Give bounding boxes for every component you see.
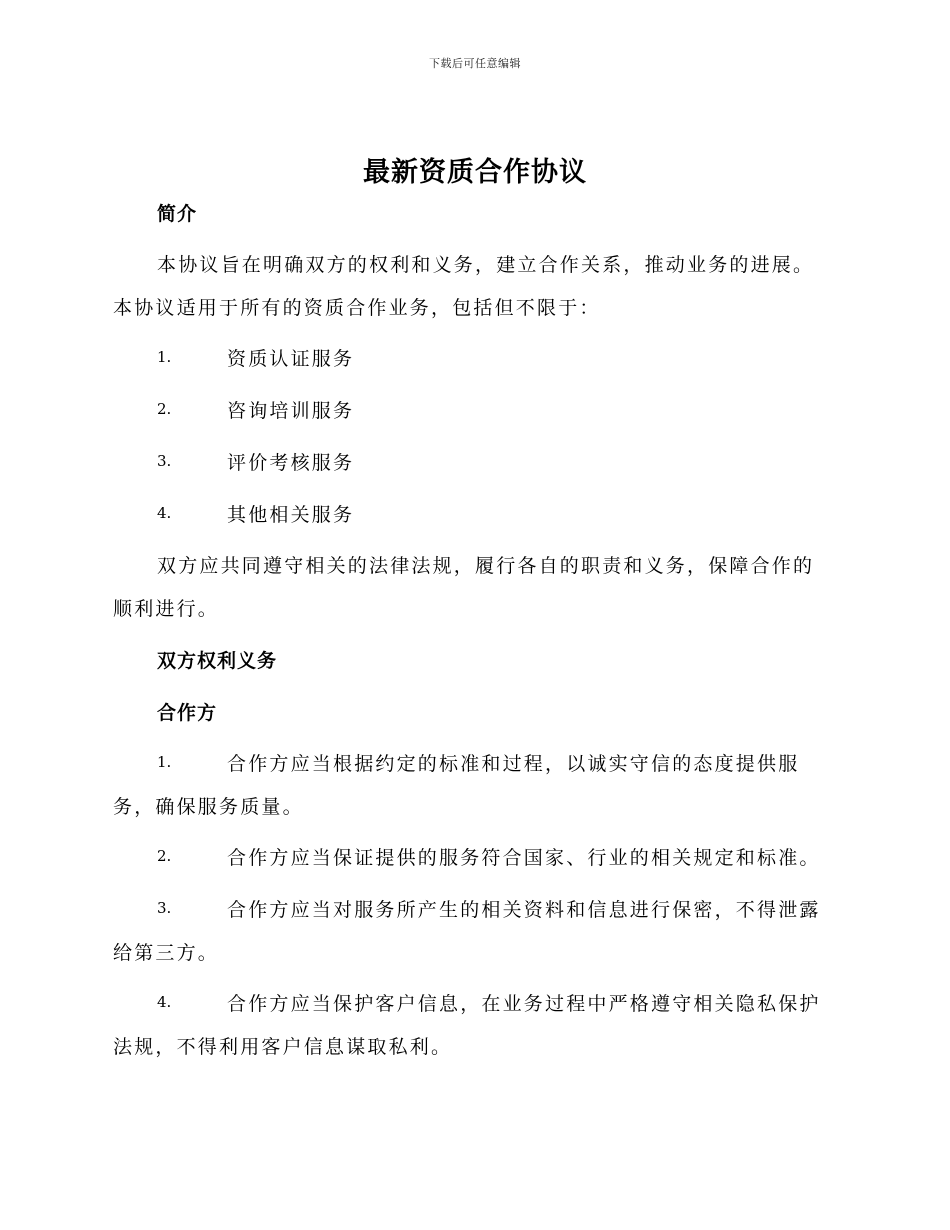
list-item-number: 4. — [157, 504, 172, 522]
obligation-text-continued: 给第三方。 — [113, 942, 220, 964]
list-item-number: 3. — [157, 452, 172, 470]
obligation-number: 1. — [157, 753, 172, 771]
list-item-number: 2. — [157, 400, 172, 418]
obligation-number: 4. — [157, 993, 172, 1011]
obligation-text-continued: 务，确保服务质量。 — [113, 796, 304, 818]
obligation-text: 合作方应当保证提供的服务符合国家、行业的相关规定和标准。 — [227, 847, 821, 869]
obligation-text-continued: 法规，不得利用客户信息谋取私利。 — [113, 1036, 453, 1058]
section-heading-intro: 简介 — [157, 203, 198, 225]
list-item-text: 资质认证服务 — [227, 348, 355, 370]
intro-paragraph-line: 双方应共同遵守相关的法律法规，履行各自的职责和义务，保障合作的 — [157, 555, 815, 577]
section-heading-rights: 双方权利义务 — [157, 650, 278, 672]
obligation-text: 合作方应当根据约定的标准和过程，以诚实守信的态度提供服 — [227, 753, 800, 775]
list-item-text: 咨询培训服务 — [227, 400, 355, 422]
list-item-number: 1. — [157, 348, 172, 366]
intro-paragraph-line: 本协议旨在明确双方的权利和义务，建立合作关系，推动业务的进展。 — [157, 254, 815, 276]
obligation-number: 2. — [157, 847, 172, 865]
intro-paragraph-line: 顺利进行。 — [113, 598, 220, 620]
subsection-heading-partner: 合作方 — [157, 702, 218, 724]
obligation-text: 合作方应当对服务所产生的相关资料和信息进行保密，不得泄露 — [227, 899, 821, 921]
obligation-text: 合作方应当保护客户信息，在业务过程中严格遵守相关隐私保护 — [227, 993, 821, 1015]
intro-paragraph-line: 本协议适用于所有的资质合作业务，包括但不限于： — [113, 297, 601, 319]
list-item-text: 其他相关服务 — [227, 504, 355, 526]
obligation-number: 3. — [157, 899, 172, 917]
list-item-text: 评价考核服务 — [227, 452, 355, 474]
document-title: 最新资质合作协议 — [363, 157, 587, 188]
header-note: 下载后可任意编辑 — [429, 57, 521, 70]
